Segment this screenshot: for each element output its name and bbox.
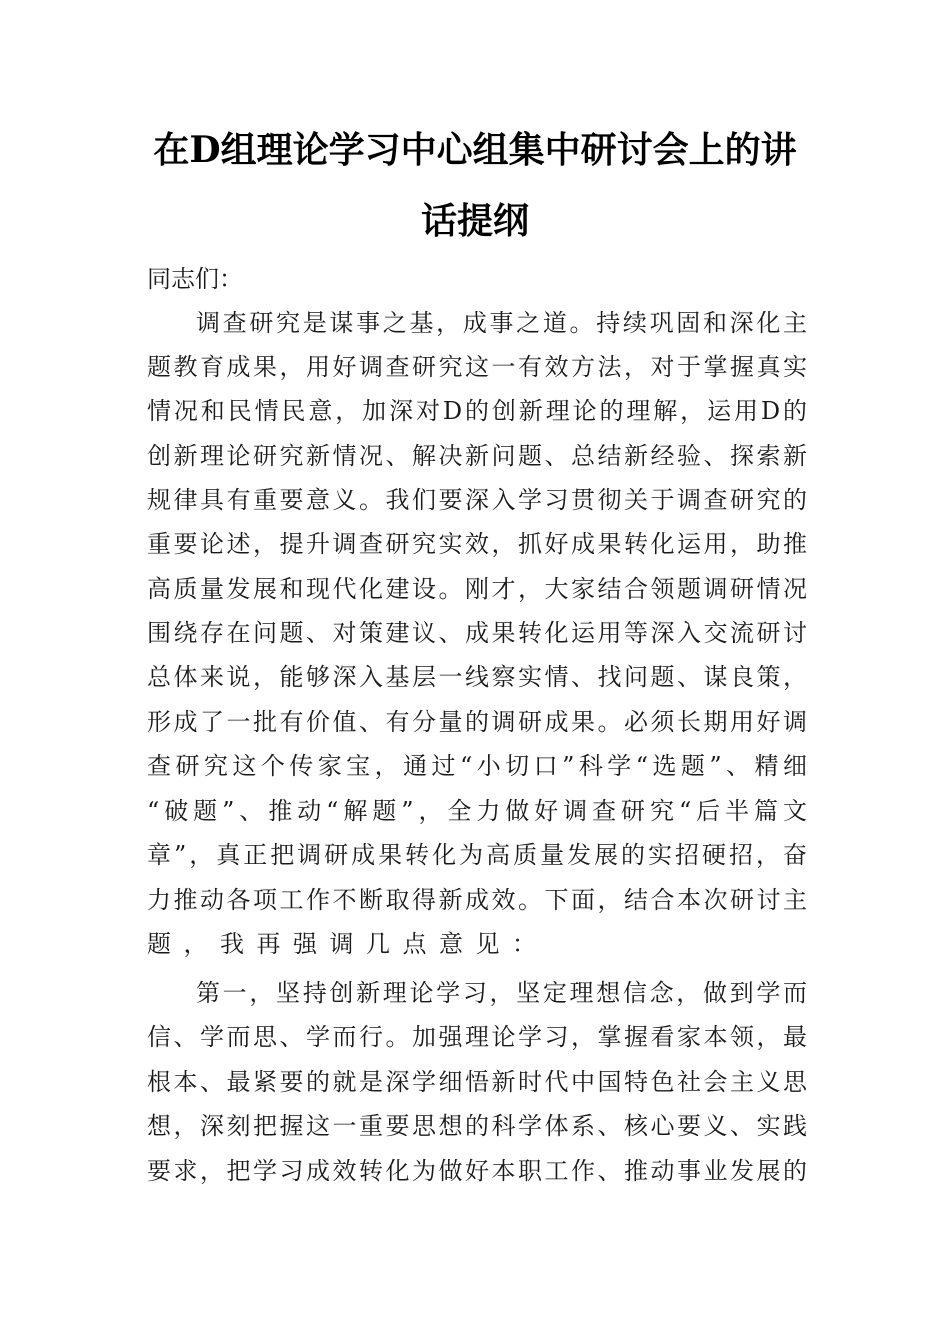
paragraph-line: 想，深刻把握这一重要思想的科学体系、核心要义、实践: [147, 1112, 807, 1140]
salutation: 同志们：: [147, 265, 243, 293]
paragraph-line: 题教育成果，用好调查研究这一有效方法，对于掌握真实: [147, 353, 807, 381]
paragraph-line: 重要论述，提升调查研究实效，抓好成果转化运用，助推: [147, 530, 807, 558]
paragraph-line: 章”，真正把调研成果转化为高质量发展的实招硬招，奋: [147, 841, 807, 869]
paragraph-line: 第一，坚持创新理论学习，坚定理想信念，做到学而: [196, 979, 807, 1007]
paragraph-line: 创新理论研究新情况、解决新问题、总结新经验、探索新: [147, 442, 807, 470]
paragraph-line: 调查研究是谋事之基，成事之道。持续巩固和深化主: [196, 309, 807, 337]
paragraph-line: 查研究这个传家宝，通过“小切口”科学“选题”、精细: [147, 752, 807, 780]
paragraph-line: 题，我再强调几点意见：: [147, 930, 549, 958]
document-title-line-1: 在D组理论学习中心组集中研讨会上的讲: [153, 129, 797, 171]
paragraph-line: 规律具有重要意义。我们要深入学习贯彻关于调查研究的: [147, 486, 807, 514]
paragraph-line: 情况和民情民意，加深对D的创新理论的理解，运用D的: [147, 397, 807, 425]
paragraph-line: 信、学而思、学而行。加强理论学习，掌握看家本领，最: [147, 1023, 807, 1051]
paragraph-line: 根本、最紧要的就是深学细悟新时代中国特色社会主义思: [147, 1068, 807, 1096]
paragraph-line: 要求，把学习成效转化为做好本职工作、推动事业发展的: [147, 1157, 807, 1185]
paragraph-line: 围绕存在问题、对策建议、成果转化运用等深入交流研讨: [147, 619, 807, 647]
paragraph-line: 形成了一批有价值、有分量的调研成果。必须长期用好调: [147, 708, 807, 736]
document-title-line-2: 话提纲: [420, 200, 529, 242]
paragraph-line: 力推动各项工作不断取得新成效。下面，结合本次研讨主: [147, 886, 807, 914]
paragraph-line: 高质量发展和现代化建设。刚才，大家结合领题调研情况: [147, 575, 807, 603]
paragraph-line: 总体来说，能够深入基层一线察实情、找问题、谋良策，: [147, 663, 807, 691]
paragraph-line: “破题”、推动“解题”，全力做好调查研究“后半篇文: [147, 797, 807, 825]
